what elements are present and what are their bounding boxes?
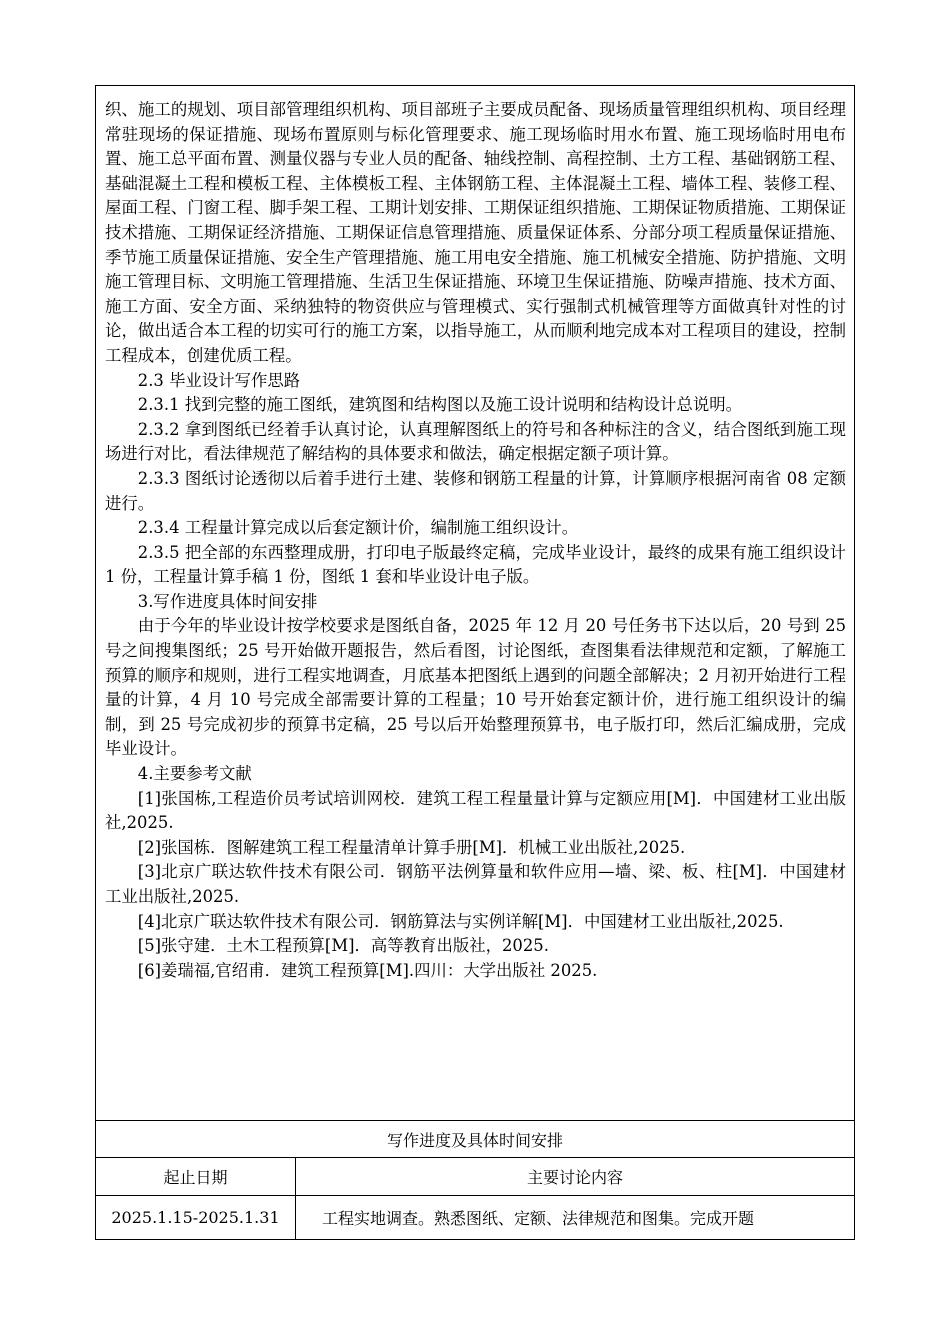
document-page [95, 85, 855, 1240]
body-paragraph: 织、施工的规划、项目部管理组织机构、项目部班子主要成员配备、现场质量管理组织机构、项目经理常驻现场的保证措施、现场布置原则与标化管理要求、施工现场临时用水布置、施工现场临时用电布置、施工总平面布置、测量仪器与专业人员的配备、轴线控制、高程控制、土方工程、基础钢筋工程、基础混凝土工程和模板工程、主体模板工程、主体钢筋工程、主体混凝土工程、墙体工程、装修工程、屋面工程、门窗工程、脚手架工程、工期计划安排、工期保证组织措施、工期保证物质措施、工期保证技术措施、工期保证经济措施、工期保证信息管理措施、质量保证体系、分部分项工程质量保证措施、季节施工质量保证措施、安全生产管理措施、施工用电安全措施、施工机械安全措施、防护措施、文明施工管理目标、文明施工管理措施、生活卫生保证措施、环境卫生保证措施、防噪声措施、技术方面、施工方面、安全方面、采纳独特的物资供应与管理模式、实行强制式机械管理等方面做真针对性的讨论，做出适合本工程的切实可行的施工方案，以指导施工，从而顺利地完成本对工程项目的建设，控制工程成本，创建优质工程。 [105, 100, 846, 365]
body-paragraph: 2.3 毕业设计写作思路 [137, 370, 301, 390]
body-paragraph: 2.3.1 找到完整的施工图纸，建筑图和结构图以及施工设计说明和结构设计总说明。 [137, 395, 742, 415]
body-paragraph: [2]张国栋．图解建筑工程工程量清单计算手册[M]．机械工业出版社,2025. [137, 837, 686, 857]
body-paragraph: 2.3.5 把全部的东西整理成册，打印电子版最终定稿，完成毕业设计，最终的成果有施工组织设计 1 份，工程量计算手稿 1 份，图纸 1 套和毕业设计电子版。 [105, 542, 846, 587]
header-main-content: 主要讨论内容 [526, 1168, 623, 1187]
body-paragraph: 由于今年的毕业设计按学校要求是图纸自备，2025 年 12 月 20 号任务书下达以后，20 号到 25 号之间搜集图纸；25 号开始做开题报告，然后看图，讨论图纸，查图集看法律规范和定额，了解施工预算的顺序和规则，进行工程实地调查，月底基本把图纸上遇到的问题全部解决；2 月初开始进行工程量的计算，4 月 10 号完成全部需要计算的工程量；10 号开始套定额计价，进行施工组织设计的编制，到 25 号完成初步的预算书定稿，25 号以后开始整理预算书，电子版打印，然后汇编成册，完成毕业设计。 [105, 616, 846, 759]
row-content: 工程实地调查。熟悉图纸、定额、法律规范和图集。完成开题 [322, 1209, 755, 1228]
schedule-table-header [96, 1158, 854, 1196]
row-date-range: 2025.1.15-2025.1.31 [96, 1196, 296, 1239]
report-body-cell [96, 86, 854, 1121]
body-paragraph: 2.3.2 拿到图纸已经着手认真讨论，认真理解图纸上的符号和各种标注的含义，结合图纸到施工现场进行对比，看法律规范了解结构的具体要求和做法，确定根据定额子项计算。 [105, 419, 846, 464]
header-date-range: 起止日期 [96, 1158, 296, 1195]
body-paragraph: 4.主要参考文献 [137, 764, 252, 784]
table-row [96, 1196, 854, 1239]
body-paragraph: [6]姜瑞福,官绍甫．建筑工程预算[M].四川：大学出版社 2025. [137, 960, 598, 980]
body-paragraph: [4]北京广联达软件技术有限公司．钢筋算法与实例详解[M]．中国建材工业出版社,2025. [137, 911, 784, 931]
body-paragraph: [5]张守建．土木工程预算[M]．高等教育出版社，2025. [137, 936, 549, 956]
body-paragraph: 2.3.4 工程量计算完成以后套定额计价，编制施工组织设计。 [137, 518, 579, 538]
body-paragraph: [1]张国栋,工程造价员考试培训网校．建筑工程工程量量计算与定额应用[M]．中国建材工业出版社,2025. [105, 788, 846, 833]
schedule-table-title: 写作进度及具体时间安排 [96, 1121, 854, 1158]
body-paragraph: 2.3.3 图纸讨论透彻以后着手进行土建、装修和钢筋工程量的计算，计算顺序根据河南省 08 定额进行。 [105, 468, 846, 513]
form-table [95, 85, 855, 1240]
body-paragraph: 3.写作进度具体时间安排 [137, 591, 318, 611]
body-paragraph: [3]北京广联达软件技术有限公司．钢筋平法例算量和软件应用—墙、梁、板、柱[M]．中国建材工业出版社,2025. [105, 862, 846, 906]
